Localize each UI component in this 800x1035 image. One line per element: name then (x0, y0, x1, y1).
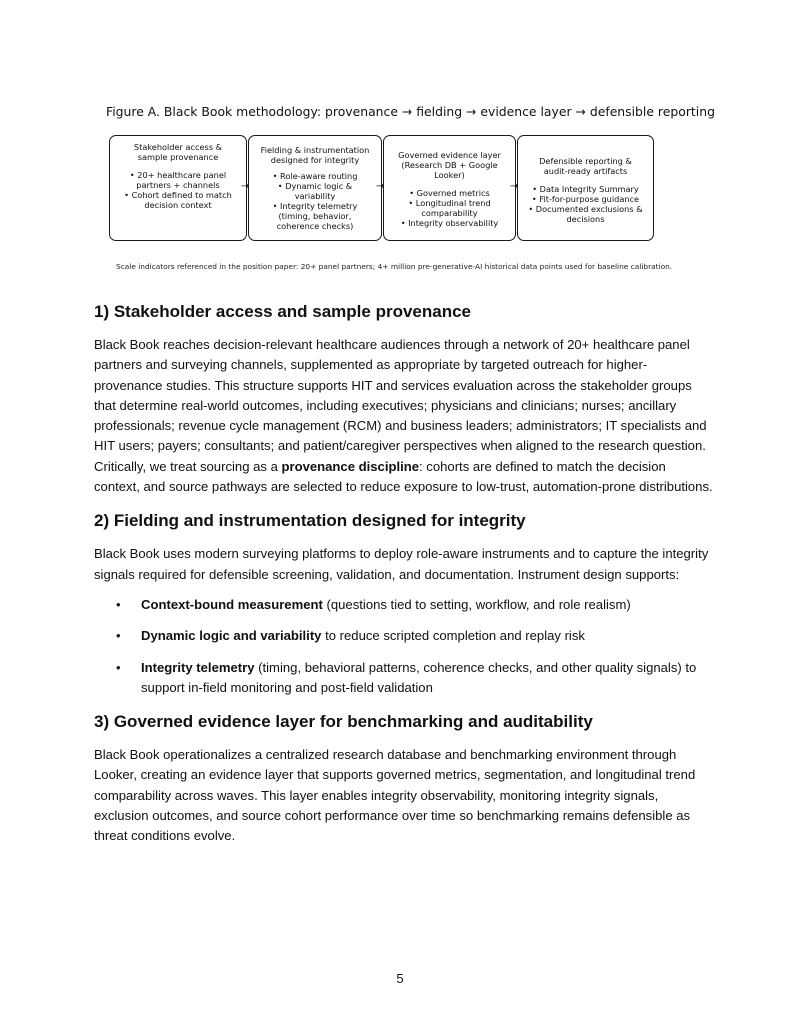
figure-box-evidence-layer (383, 135, 519, 241)
box-item: • Role-aware routing (272, 171, 358, 181)
box-item: • Data Integrity Summary (532, 184, 639, 194)
box-item: • Integrity telemetry (272, 201, 358, 211)
figure-box-fielding (248, 135, 385, 241)
box-heading-line: Governed evidence layer (398, 150, 501, 160)
box-item: • Documented exclusions & (528, 204, 643, 214)
flow-arrow: → (376, 181, 385, 192)
section-heading: 1) Stakeholder access and sample provenance (94, 302, 472, 321)
bullet-icon: • (116, 628, 121, 644)
box-item: • Fit-for-purpose guidance (531, 194, 640, 204)
text-run: (questions tied to setting, workflow, and role realism) (322, 596, 631, 612)
box-item: • Longitudinal trend (408, 198, 491, 208)
section-heading: 2) Fielding and instrumentation designed for integrity (94, 511, 526, 531)
figure-title: Figure A. Black Book methodology: provenance → fielding → evidence layer → defensible reporting (106, 104, 715, 119)
box-item: decisions (566, 214, 605, 224)
main-content (94, 300, 714, 847)
paragraph: Black Book reaches decision-relevant healthcare audiences through a network of 20+ healthcare panel partners and surveying channels, supplemented as appropriate by targeted outreach for higher-provenance studies. This structure supports HIT and services evaluation across the stakeholder groups that determine real-world outcomes, including executives; physicians and clinicians; nurses; ancillary professionals; revenue cycle management (RCM) and business leaders; administrators; IT specialists and HIT users; payers; consultants; and patient/caregiver perspectives when aligned to the research question. (94, 337, 707, 454)
box-heading-line: Looker) (434, 170, 465, 180)
box-item: decision context (144, 200, 212, 210)
bullet-icon: • (116, 659, 121, 675)
text-run: Critically, we treat sourcing as a (94, 458, 282, 474)
box-heading-line: Defensible reporting & (539, 156, 632, 166)
bold-term: Integrity telemetry (141, 659, 255, 675)
figure-box-stakeholder-access (109, 135, 250, 241)
bullet-icon: • (116, 596, 121, 612)
box-item: • Dynamic logic & (277, 181, 353, 191)
box-heading-line: Stakeholder access & (133, 142, 223, 152)
text-run: (timing, behavioral patterns, coherence checks, and other quality signals) to support in-field monitoring and post-field validation (141, 659, 697, 695)
list-item (94, 658, 714, 699)
flow-arrow: → (241, 181, 250, 192)
box-heading-line: sample provenance (137, 152, 219, 162)
section-heading: 3) Governed evidence layer for benchmarking and auditability (94, 712, 593, 732)
list-item (94, 595, 714, 615)
list-item (94, 626, 714, 646)
paragraph (94, 457, 714, 498)
box-heading-line: (Research DB + Google (401, 160, 498, 170)
box-heading-line: designed for integrity (270, 155, 360, 165)
bold-term: provenance discipline (281, 458, 420, 474)
box-item: comparability (421, 208, 478, 218)
paragraph: Black Book operationalizes a centralized research database and benchmarking environment through Looker, creating an evidence layer that supports governed metrics, segmentation, and longitudinal trend comparability across waves. This layer enables integrity observability, monitoring integrity signals, exclusion outcomes, and source cohort performance over time so benchmarking remains defensible as threat conditions evolve. (94, 747, 696, 844)
box-item: • 20+ healthcare panel (129, 170, 227, 180)
figure-caption: Scale indicators referenced in the position paper: 20+ panel partners; 4+ million pre-generative-AI historical data points used for baseline calibration. (116, 262, 673, 271)
box-item: coherence checks) (276, 221, 354, 231)
box-heading-line: audit-ready artifacts (543, 166, 628, 176)
box-item: • Governed metrics (409, 188, 490, 198)
box-item: • Integrity observability (400, 218, 499, 228)
figure-box-defensible-reporting (517, 135, 654, 241)
bullet-list (94, 595, 714, 698)
box-item: (timing, behavior, (278, 211, 352, 221)
flow-arrow: → (510, 181, 519, 192)
text-run: : cohorts are defined to match the decision context, and source pathways are selected to reduce exposure to low-trust, automation-prone distributions. (94, 458, 713, 495)
box-item: partners + channels (136, 180, 220, 190)
bold-term: Context-bound measurement (141, 596, 323, 612)
box-item: • Cohort defined to match (124, 190, 232, 200)
box-heading-line: Fielding & instrumentation (260, 145, 370, 155)
box-item: variability (294, 191, 336, 201)
text-run: to reduce scripted completion and replay risk (321, 628, 585, 644)
page-number: 5 (396, 971, 404, 986)
paragraph: Black Book uses modern surveying platforms to deploy role-aware instruments and to capture the integrity signals required for defensible screening, validation, and documentation. Instrument design supports: (94, 546, 709, 582)
bold-term: Dynamic logic and variability (141, 628, 322, 644)
